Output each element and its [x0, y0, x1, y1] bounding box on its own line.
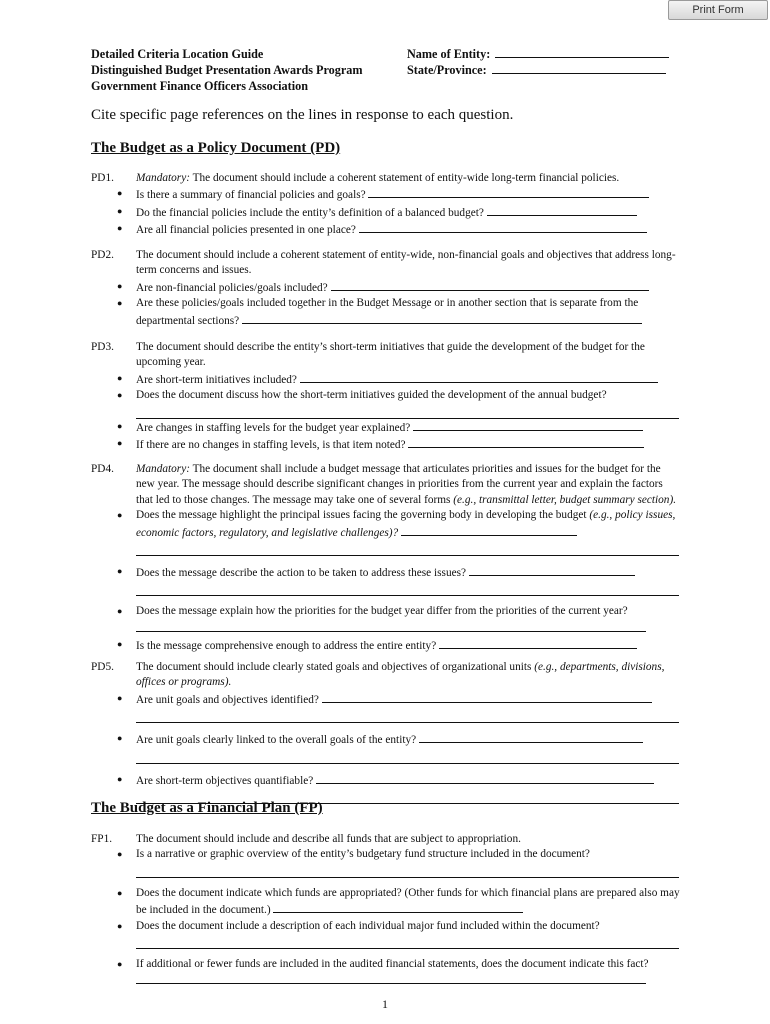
fp1-text: The document should include and describe all funds that are subject to appropriation.	[136, 833, 521, 845]
pd4-item: PD4. Mandatory: The document shall include a budget message that articulates priorities and issues for the budget for the new year. The message should describe significant changes in priorities from the current year and explain the factors that led to those changes. The message may take one of several forms (e.g., transmittal letter, budget summary section). ● Does the message highlight the principal issues facing the governing body in developing the budget (e.g., policy issues, economic factors, regulatory, and legislative challenges)? ● Does the message describe the action to be taken to address these issues? ● Does the message explain how the priorities for the budget year differ from the priorities of the current year? ● Is the message comprehensive enough to address the entire entity?	[91, 462, 681, 655]
pd3-item: PD3. The document should describe the entity’s short-term initiatives that guide the development of the budget for the upcoming year. ● Are short-term initiatives included? ● Does the document discuss how the short-term initiatives guided the development of the annual budget? ● Are changes in staffing levels for the budget year explained? ● If there are no changes in staffing levels, is that item noted?	[91, 340, 681, 453]
pd5-text: The document should include clearly stated goals and objectives of organizational units	[136, 661, 535, 673]
pd4-answer-3[interactable]	[136, 620, 646, 632]
pd3-answer-4[interactable]	[408, 436, 644, 448]
pd2-text: The document should include a coherent statement of entity-wide, non-financial goals and objectives that address long-term concerns and issues.	[136, 249, 676, 277]
pd5-answer-1a[interactable]	[322, 691, 652, 703]
pd5-question-1: Are unit goals and objectives identified?	[136, 693, 319, 706]
fp1-answer-4[interactable]	[136, 972, 646, 984]
pd1-question-2: Do the financial policies include the entity’s definition of a balanced budget?	[136, 206, 484, 219]
pd2-question-2: Are these policies/goals included together in the Budget Message or in another section that is separate from the departmental sections?	[136, 297, 639, 327]
pd4-question-3: Does the message explain how the priorities for the budget year differ from the priorities of the current year?	[136, 605, 628, 618]
pd4-text: The document shall include a budget message that articulates priorities and issues for the budget for the new year. The message should describe significant changes in priorities from the current year and explain the factors that led to those changes. The message may take one of several forms	[136, 463, 663, 506]
pd2-answer-2[interactable]	[242, 312, 642, 324]
pd3-answer-2[interactable]	[136, 404, 679, 419]
pd4-question-2: Does the message describe the action to be taken to address these issues?	[136, 567, 467, 580]
fp1-question-2: Does the document indicate which funds are appropriated? (Other funds for which financial plans are prepared also may be included in the document.)	[136, 886, 680, 917]
pd4-question-4: Is the message comprehensive enough to address the entire entity?	[136, 640, 437, 653]
program-title: Distinguished Budget Presentation Awards Program	[91, 63, 363, 77]
pd4-answer-1a[interactable]	[401, 524, 577, 536]
pd3-question-2: Does the document discuss how the short-term initiatives guided the development of the annual budget?	[136, 389, 607, 402]
pd5-answer-1b[interactable]	[136, 708, 679, 723]
pd1-mandatory: Mandatory:	[136, 172, 190, 184]
pd4-text-examples: (e.g., transmittal letter, budget summary section).	[453, 493, 677, 506]
pd4-code: PD4.	[91, 463, 114, 475]
pd5-code: PD5.	[91, 661, 114, 673]
pd5-question-3: Are short-term objectives quantifiable?	[136, 774, 314, 787]
fp1-question-4: If additional or fewer funds are included in the audited financial statements, does the document indicate this fact?	[136, 958, 649, 971]
pd3-question-1: Are short-term initiatives included?	[136, 373, 297, 386]
intro-text: Cite specific page references on the lines in response to each question.	[91, 107, 514, 123]
pd5-answer-3a[interactable]	[316, 772, 654, 784]
pd1-code: PD1.	[91, 172, 114, 184]
page-number: 1	[382, 997, 388, 1011]
fp1-question-1: Is a narrative or graphic overview of the entity’s budgetary fund structure included in the document?	[136, 848, 590, 861]
pd4-answer-2b[interactable]	[136, 581, 679, 596]
header-right	[407, 46, 669, 78]
pd2-item: PD2. The document should include a coherent statement of entity-wide, non-financial goals and objectives that address long-term concerns and issues. ● Are non-financial policies/goals included? ● Are these policies/goals included together in the Budget Message or in another section that is separate from the departmental sections?	[91, 248, 681, 329]
pd2-answer-1[interactable]	[331, 279, 649, 291]
pd1-question-1: Is there a summary of financial policies and goals?	[136, 189, 366, 202]
pd5-answer-2b[interactable]	[136, 749, 679, 764]
pd4-question-1-examples: (e.g., policy issues, economic factors, regulatory, and legislative challenges)?	[136, 509, 676, 539]
fp1-code: FP1.	[91, 833, 113, 845]
pd1-answer-1[interactable]	[368, 186, 649, 198]
pd5-text-examples: (e.g., departments, divisions, offices or programs).	[136, 661, 665, 689]
state-field[interactable]	[492, 62, 666, 74]
pd5-item: PD5. The document should include clearly stated goals and objectives of organizational units (e.g., departments, divisions, offices or programs). ● Are unit goals and objectives identified? ● Are unit goals clearly linked to the overall goals of the entity? ● Are short-term objectives quantifiable?	[91, 660, 681, 804]
pd1-answer-2[interactable]	[487, 204, 637, 216]
pd2-question-1: Are non-financial policies/goals included?	[136, 281, 328, 294]
pd2-code: PD2.	[91, 249, 114, 261]
pd4-answer-1b[interactable]	[136, 541, 679, 556]
pd1-answer-3[interactable]	[359, 221, 647, 233]
print-form-button[interactable]: Print Form	[668, 0, 768, 20]
pd3-text: The document should describe the entity’s short-term initiatives that guide the development of the budget for the upcoming year.	[136, 341, 645, 369]
header-left	[91, 46, 363, 94]
state-label: State/Province:	[407, 63, 487, 77]
entity-field[interactable]	[495, 46, 669, 58]
pd5-answer-2a[interactable]	[419, 731, 643, 743]
association-title: Government Finance Officers Association	[91, 79, 308, 93]
fp1-question-3: Does the document include a description of each individual major fund included within the document?	[136, 919, 600, 932]
fp1-answer-1[interactable]	[136, 863, 679, 878]
pd1-item: PD1. Mandatory: The document should include a coherent statement of entity-wide long-term financial policies. ● Is there a summary of financial policies and goals? ● Do the financial policies include the entity’s definition of a balanced budget? ● Are all financial policies presented in one place?	[91, 171, 681, 239]
entity-label: Name of Entity:	[407, 47, 491, 61]
pd1-question-3: Are all financial policies presented in one place?	[136, 224, 356, 237]
pd3-answer-1[interactable]	[300, 371, 658, 383]
pd4-answer-4[interactable]	[439, 637, 637, 649]
pd3-question-4: If there are no changes in staffing levels, is that item noted?	[136, 439, 406, 452]
pd5-question-2: Are unit goals clearly linked to the overall goals of the entity?	[136, 734, 417, 747]
fp1-item: FP1. The document should include and describe all funds that are subject to appropriation. ● Is a narrative or graphic overview of the entity’s budgetary fund structure included in the document? ● Does the document indicate which funds are appropriated? (Other funds for which financial plans are prepared also may be included in the document.) ● Does the document include a description of each individual major fund included within the document? ● If additional or fewer funds are included in the audited financial statements, does the document indicate this fact?	[91, 832, 681, 990]
section-title-pd: The Budget as a Policy Document (PD)	[91, 140, 341, 156]
fp1-answer-2[interactable]	[273, 901, 523, 913]
pd1-text: The document should include a coherent statement of entity-wide long-term financial policies.	[189, 172, 620, 184]
pd3-answer-3[interactable]	[413, 419, 643, 431]
pd3-code: PD3.	[91, 341, 114, 353]
fp1-answer-3[interactable]	[136, 934, 679, 949]
pd4-mandatory: Mandatory:	[136, 463, 190, 475]
section-title-fp: The Budget as a Financial Plan (FP)	[91, 800, 323, 816]
pd4-question-1: Does the message highlight the principal issues facing the governing body in developing the budget	[136, 509, 590, 522]
pd4-answer-2a[interactable]	[469, 564, 635, 576]
guide-title: Detailed Criteria Location Guide	[91, 47, 264, 61]
pd3-question-3: Are changes in staffing levels for the budget year explained?	[136, 421, 411, 434]
